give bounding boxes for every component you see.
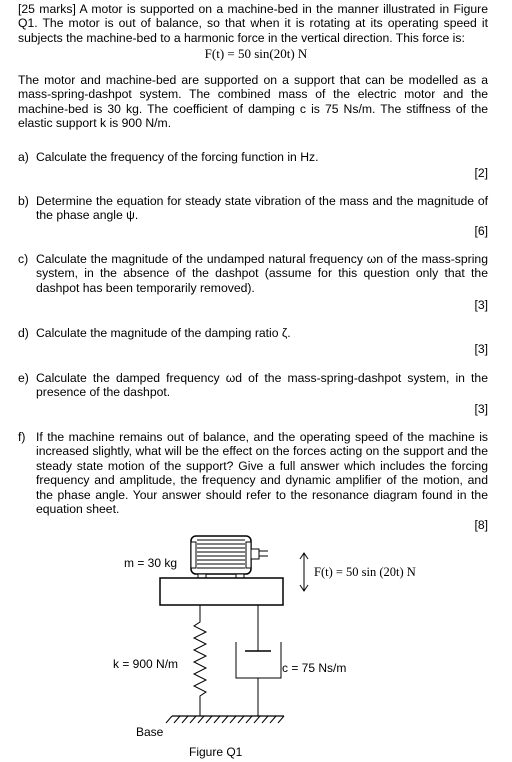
question-c-letter: c) [18,252,29,266]
machine-bed [160,578,283,605]
figure-q1-diagram [0,530,512,762]
mass-label: m = 30 kg [124,556,178,570]
question-b-marks: [6] [474,224,488,238]
question-c-marks: [3] [474,298,488,312]
question-a-text: Calculate the frequency of the forcing function in Hz. [36,150,319,164]
question-c-text: Calculate the magnitude of the undamped natural frequency ωn of the mass-spring system, in the absence of the dashpot (assume for this question only that the dashpot has been temporarily removed). [36,252,488,295]
force-label: F(t) = 50 sin (20t) N [314,565,416,579]
question-e-text: Calculate the damped frequency ωd of the mass-spring-dashpot system, in the presence of the dashpot. [36,371,488,400]
force-arrow-icon [300,553,308,591]
motor-icon [191,536,268,578]
question-f-marks: [8] [474,518,488,532]
question-f-text: If the machine remains out of balance, and the operating speed of the machine is increased slightly, what will be the effect on the forces acting on the support and the steady state motion of the support? Give a full answer which includes the forcing frequency and amplitude, the frequency and dynamic amplifier of the motion, and the phase angle. Your answer should refer to the resonance diagram found in the equation sheet. [36,430,488,517]
question-b-text: Determine the equation for steady state vibration of the mass and the magnitude of the phase angle ψ. [36,194,488,223]
question-d-letter: d) [18,326,29,340]
question-b-letter: b) [18,194,29,208]
question-d-marks: [3] [474,342,488,356]
spring-icon [194,605,206,716]
intro-paragraph: [25 marks] A motor is supported on a machine-bed in the manner illustrated in Figure Q1. The motor is out of balance, so that when it is rotating at its operating speed it subjects the machine-bed to a harmonic force in the vertical direction. This force is: [18,2,488,45]
ground-icon [166,716,284,723]
spring-label: k = 900 N/m [113,657,179,671]
question-f-letter: f) [18,430,26,444]
question-a-marks: [2] [474,166,488,180]
question-e-marks: [3] [474,402,488,416]
system-paragraph: The motor and machine-bed are supported on a support that can be modelled as a mass-spring-dashpot system. The combined mass of the electric motor and the machine-bed is 30 kg. The coefficient of damping c is 75 Ns/m. The stiffness of the elastic support k is 900 N/m. [18,73,488,131]
question-d-text: Calculate the magnitude of the damping ratio ζ. [36,326,291,340]
figure-caption: Figure Q1 [189,745,243,759]
damper-label: c = 75 Ns/m [282,661,347,675]
question-e-letter: e) [18,371,29,385]
force-equation: F(t) = 50 sin(20t) N [204,46,308,61]
question-a-letter: a) [18,150,29,164]
dashpot-icon [236,605,281,716]
base-label: Base [136,725,164,739]
